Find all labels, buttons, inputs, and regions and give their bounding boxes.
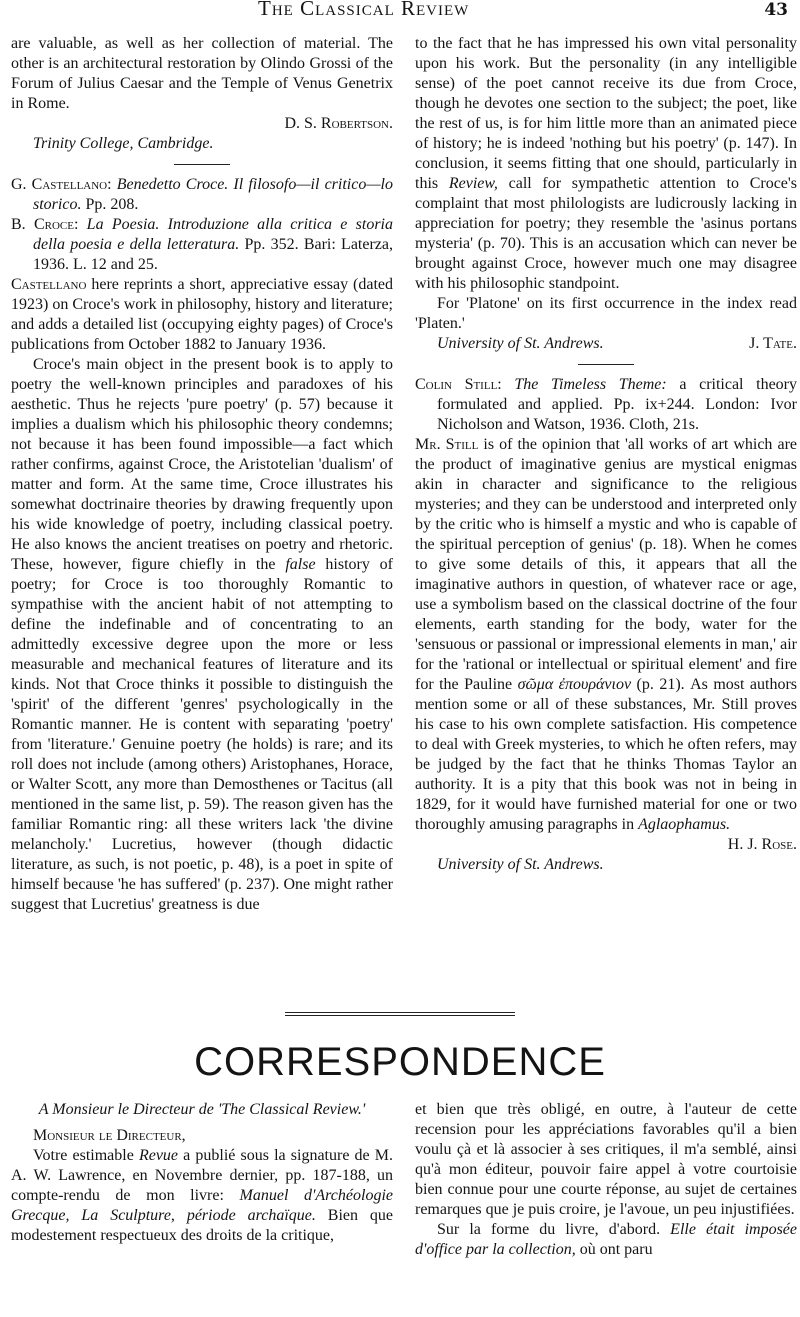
page-number: 43 [764, 0, 788, 20]
section-title: CORRESPONDENCE [194, 1040, 606, 1084]
book-entry: B. Croce: La Poesia. Introduzione alla critica e storia della poesia e della letteratura. Pp. 352. Bari: Laterza, 1936. L. 12 and 25. [11, 216, 394, 273]
signature: J. Tate. [749, 335, 797, 352]
section-rule [174, 164, 230, 165]
paragraph: For 'Platone' on its first occurrence in the index read 'Platen.' [415, 295, 797, 332]
entry-author: B. Croce [11, 216, 74, 233]
paragraph-text: Croce's main object in the present book is to apply to poetry the well-known principles and paradoxes of his aesthetic. Thus he rejects 'pure poetry' (p. 57) because it implies a dualism which his philosophic theory condemns; not because it has been found impossible—a fact which rather confirms, against Croce, the Aristotelian 'dualism' of matter and form. At the same time, Croce illustrates his somewhat doctrinaire theories by drawing frequently upon his wide knowledge of poetry, including classical poetry. He also knows the ancient treatises on poetry and rhetoric. These, however, figure chiefly in the [11, 356, 393, 573]
italic-word: Revue [138, 1147, 179, 1164]
paragraph [11, 1146, 393, 1246]
lead-word: Mr. Still [415, 436, 479, 453]
paragraph-text: (p. 21). As most authors mention some or all of these substances, Mr. Still proves his case to his own complete satisfaction. His competence to deal with Greek mysteries, to which he often refers, may be judged by the fact that he thinks Thomas Taylor an authority. It is a pity that this book was not in being in 1829, for it would have furnished material for one or two thoroughly amusing paragraphs in [415, 676, 798, 833]
paragraph [415, 435, 797, 835]
correspondence-left-column [11, 1100, 393, 1246]
italic-phrase: Elle était imposée d'office par la collection, [415, 1221, 797, 1258]
signature: D. S. Robertson. [284, 115, 393, 132]
paragraph: are valuable, as well as her collection of material. The other is an architectural restoration by Olindo Grossi of the Forum of Julius Caesar and the Temple of Venus Genetrix in Rome. [11, 35, 393, 112]
paragraph-text: is of the opinion that 'all works of art which are the product of imaginative genius are mystical enigmas akin in character and significance to the religious mysteries; and they can be understood and interpreted only by the critic who is himself a mystic and who is capable of the spiritual perception of genius' (p. 18). When he comes to give some details of this, it appears that all the imaginative authors in question, of whatever race or age, use a symbolism based on the classical doctrine of the four elements, earth standing for the body, water for the 'sensuous or passional or impressional elements in man,' air for the 'rational or intellectual or spiritual element' and fire for the Pauline [415, 436, 798, 693]
affiliation-signature [415, 334, 797, 354]
paragraph: et bien que très obligé, en outre, à l'auteur de cette recension pour les appréciations favorables qu'il a bien voulu çà et là associer à ses critiques, il m'a semblé, ainsi qu'à mon éditeur, pouvoir faire appel à votre courtoisie bien connue pour une courte réponse, au sujet de certaines remarques que je puis croire, je l'avoue, un peu injustifiées. [415, 1101, 797, 1218]
left-column [11, 34, 393, 915]
signature: H. J. Rose. [727, 836, 797, 853]
lead-word: Castellano [11, 276, 87, 293]
paragraph-text: où ont paru [579, 1241, 653, 1258]
section-divider [285, 1012, 515, 1016]
journal-title: The Classical Review [258, 0, 470, 20]
greek-phrase: σῶμα ἐπουράνιον [517, 676, 632, 693]
book-entry: Colin Still: The Timeless Theme: a critical theory formulated and applied. Pp. ix+244. London: Ivor Nicholson and Watson, 1936. Cloth, 21s. [415, 376, 797, 433]
letter-heading: A Monsieur le Directeur de 'The Classical Review.' [38, 1101, 366, 1118]
affiliation: University of St. Andrews. [437, 335, 604, 352]
entry-title: Benedetto Croce. Il filosofo—il critico—lo storico. [33, 176, 394, 213]
entry-details: a critical theory formulated and applied. Pp. ix+244. London: Ivor Nicholson and Watson, 1936. Cloth, 21s. [437, 376, 797, 433]
entry-author: G. Castellano [11, 176, 108, 193]
paragraph-text: call for sympathetic attention to Croce's complaint that most philologists are ludicrously lacking in appreciation for poetry; they resemble the 'asinus portans mysteria' (p. 70). This is an accusation which can never be brought against Croce, however much one may disagree with his philosophic standpoint. [415, 175, 798, 292]
entry-details: Pp. 352. Bari: Laterza, 1936. L. 12 and 25. [33, 236, 394, 273]
entry-author: Colin Still [415, 376, 498, 393]
section-rule [578, 364, 634, 365]
paragraph [415, 34, 797, 294]
paragraph-text: history of poetry; for Croce is too thoroughly Romantic to sympathise with the ancient habit of not attempting to define the indefinable and of concentrating to an admittedly excessive degree upon the more or less measurable and mechanical features of literature and its kinds. Not that Croce thinks it possible to distinguish the 'spirit' of the different 'genres' psychologically in the Romantic manner. He is content with separating 'poetry' from 'literature.' Genuine poetry (he holds) is rare; and its roll does not include (among others) Aristophanes, Horace, or Walter Scott, any more than Demosthenes or Tacitus (all mentioned in the same list, p. 59). The reason given has the familiar Romantic ring: all these writers lack 'the divine melancholy.' Lucretius, however (though didactic literature, as such, is not poetic, p. 48), is a poet in spite of himself because 'he has suffered' (p. 237). One might rather suggest that Lucretius' greatness is due [11, 556, 394, 913]
correspondence-right-column [415, 1100, 797, 1260]
italic-title: Manuel d'Archéologie Grecque, La Sculpture, période archaïque. [11, 1187, 393, 1224]
italic-word: Aglaophamus. [638, 816, 731, 833]
entry-details: Pp. 208. [85, 196, 139, 213]
paragraph [415, 1220, 797, 1260]
italic-word: Review, [448, 175, 498, 192]
paragraph-text: here reprints a short, appreciative essay (dated 1923) on Croce's work in philosophy, history and literature; and adds a detailed list (occupying eighty pages) of Croce's publications from October 1882 to January 1936. [11, 276, 393, 353]
paragraph-text: Bien que modestement respectueux des droits de la critique, [11, 1207, 393, 1244]
paragraph-text: Sur la forme du livre, d'abord. [437, 1221, 661, 1238]
letter-salutation: Monsieur le Directeur, [33, 1127, 186, 1144]
running-header [0, 0, 800, 26]
affiliation: University of St. Andrews. [437, 856, 604, 873]
affiliation: Trinity College, Cambridge. [33, 135, 214, 152]
italic-word: false [285, 556, 316, 573]
paragraph-text: a publié sous la signature de M. A. W. Lawrence, en Novembre dernier, pp. 187-188, un compte-rendu de mon livre: [11, 1147, 394, 1204]
book-entry: G. Castellano: Benedetto Croce. Il filosofo—il critico—lo storico. Pp. 208. [11, 176, 394, 213]
entry-title: La Poesia. Introduzione alla critica e storia della poesia e della letteratura. [33, 216, 393, 253]
paragraph [11, 275, 393, 355]
right-column [415, 34, 797, 875]
paragraph-text: to the fact that he has impressed his own vital personality upon his work. But the personality (in any intelligible sense) of the poet cannot receive its due from Croce, though he devotes one section to the subject; the poet, like the rest of us, is for him little more than an animated piece of history; he is indeed 'nothing but his poetry' (p. 147). In conclusion, it seems fitting that one should, particularly in this [415, 35, 797, 192]
entry-title: The Timeless Theme: [514, 376, 667, 393]
paragraph-text: Votre estimable [33, 1147, 134, 1164]
paragraph [11, 355, 393, 915]
